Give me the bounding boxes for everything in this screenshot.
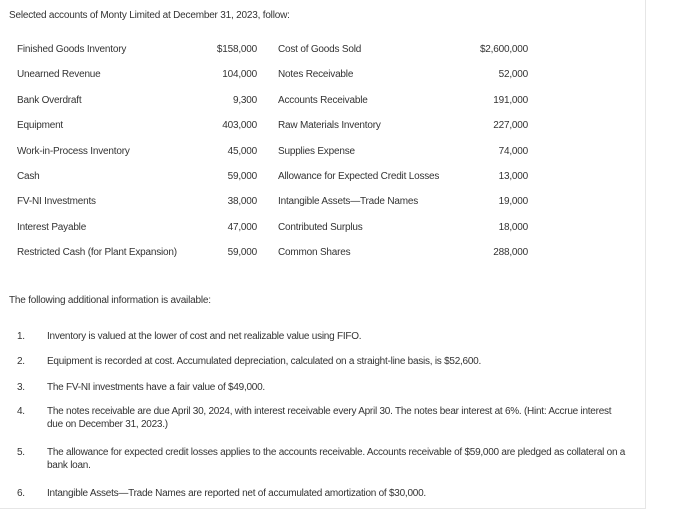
left-account-name: Finished Goods Inventory <box>17 44 127 55</box>
note-text: The FV-NI investments have a fair value of $49,000. <box>47 382 265 393</box>
right-account-name: Common Shares <box>278 247 351 258</box>
right-account-name: Allowance for Expected Credit Losses <box>278 171 440 182</box>
left-account-amount: 59,000 <box>227 247 257 258</box>
right-account-amount: 19,000 <box>498 196 528 207</box>
left-account-amount: 59,000 <box>227 171 257 182</box>
left-account-amount: 38,000 <box>227 196 257 207</box>
right-account-name: Notes Receivable <box>278 69 354 80</box>
left-account-amount: $158,000 <box>216 44 257 55</box>
left-account-name: Equipment <box>17 120 64 131</box>
right-account-name: Intangible Assets—Trade Names <box>278 196 419 207</box>
left-account-amount: 47,000 <box>227 222 257 233</box>
note-number: 1. <box>17 331 25 342</box>
note-text: Inventory is valued at the lower of cost and net realizable value using FIFO. <box>47 331 362 342</box>
note-number: 4. <box>17 406 25 417</box>
left-account-name: Unearned Revenue <box>17 69 101 80</box>
left-account-amount: 45,000 <box>227 146 257 157</box>
left-account-amount: 104,000 <box>222 69 257 80</box>
note-number: 2. <box>17 356 25 367</box>
left-account-name: Cash <box>17 171 40 182</box>
right-account-amount: 13,000 <box>498 171 528 182</box>
left-account-name: Restricted Cash (for Plant Expansion) <box>17 247 177 258</box>
left-account-name: FV-NI Investments <box>17 196 96 207</box>
right-account-name: Cost of Goods Sold <box>278 44 362 55</box>
note-number: 3. <box>17 382 25 393</box>
left-account-name: Work-in-Process Inventory <box>17 146 130 157</box>
left-account-amount: 403,000 <box>222 120 257 131</box>
additional-info-heading: The following additional information is available: <box>9 295 211 306</box>
note-text: The notes receivable are due April 30, 2024, with interest receivable every April 30. The notes bear interest at 6%. (Hint: Accrue interest due on December 31, 2023.) <box>47 406 612 430</box>
right-account-amount: 288,000 <box>493 247 528 258</box>
right-account-amount: 74,000 <box>498 146 528 157</box>
right-account-amount: $2,600,000 <box>479 44 528 55</box>
intro-text: Selected accounts of Monty Limited at December 31, 2023, follow: <box>9 10 290 21</box>
left-account-name: Interest Payable <box>17 222 87 233</box>
right-account-amount: 52,000 <box>498 69 528 80</box>
right-account-amount: 227,000 <box>493 120 528 131</box>
left-account-name: Bank Overdraft <box>17 95 82 106</box>
right-account-name: Supplies Expense <box>278 146 355 157</box>
right-account-name: Contributed Surplus <box>278 222 363 233</box>
left-account-amount: 9,300 <box>232 95 257 106</box>
note-text: Equipment is recorded at cost. Accumulated depreciation, calculated on a straight-line basis, is $52,600. <box>47 356 482 367</box>
note-number: 6. <box>17 488 25 499</box>
right-account-name: Raw Materials Inventory <box>278 120 381 131</box>
right-account-amount: 18,000 <box>498 222 528 233</box>
right-account-amount: 191,000 <box>493 95 528 106</box>
right-account-name: Accounts Receivable <box>278 95 368 106</box>
note-number: 5. <box>17 447 25 458</box>
note-text: Intangible Assets—Trade Names are reported net of accumulated amortization of $30,000. <box>47 488 426 499</box>
note-text: The allowance for expected credit losses applies to the accounts receivable. Accounts receivable of $59,000 are pledged as collateral on a bank loan. <box>47 447 626 471</box>
